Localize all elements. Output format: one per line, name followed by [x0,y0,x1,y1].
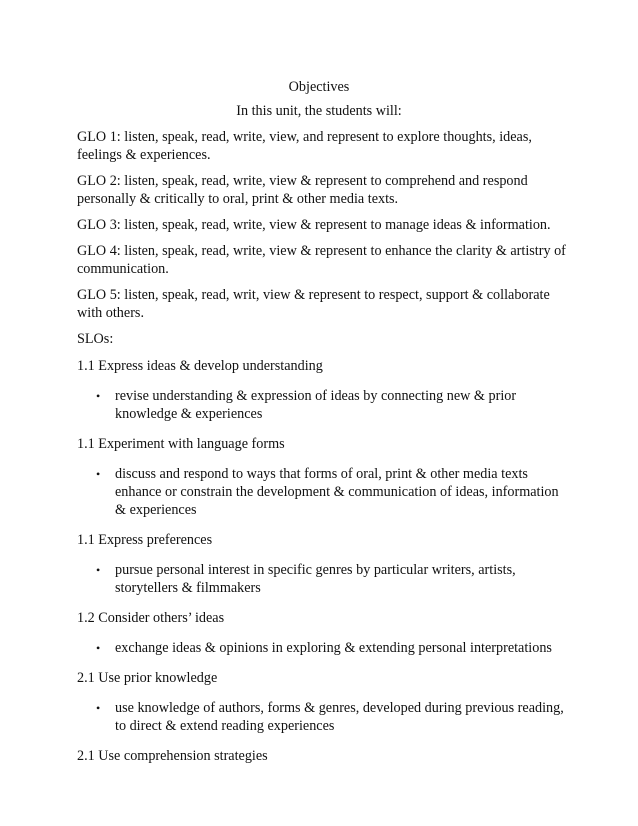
page-title: Objectives [288,79,350,95]
slo-heading-6: 2.1 Use comprehension strategies [77,748,268,764]
slo-list-2 [77,465,567,519]
intro-text: In this unit, the students will: [236,103,402,119]
list-item-text: revise understanding & expression of ideas by connecting new & prior knowledge & experiences [115,388,517,422]
slos-label: SLOs: [77,331,114,347]
bullet-icon: • [96,389,101,403]
bullet-icon: • [96,701,101,715]
list-item-text: discuss and respond to ways that forms of oral, print & other media texts enhance or constrain the development & communication of ideas, information & experiences [115,466,559,518]
slo-list-4 [77,639,567,657]
glo-5: GLO 5: listen, speak, read, writ, view & represent to respect, support & collaborate with others. [77,287,550,321]
glo-4: GLO 4: listen, speak, read, write, view & represent to enhance the clarity & artistry of communication. [77,243,566,277]
slo-heading-4: 1.2 Consider others’ ideas [77,610,225,626]
list-item-text: pursue personal interest in specific genres by particular writers, artists, storytellers & filmmakers [115,562,516,596]
list-item [77,561,567,597]
glo-3: GLO 3: listen, speak, read, write, view & represent to manage ideas & information. [77,217,551,233]
document-body [77,128,567,777]
list-item [77,639,567,657]
list-item-text: exchange ideas & opinions in exploring & extending personal interpretations [115,640,552,656]
glo-1: GLO 1: listen, speak, read, write, view, and represent to explore thoughts, ideas, feelings & experiences. [77,129,532,163]
slo-heading-5: 2.1 Use prior knowledge [77,670,218,686]
slo-list-1 [77,387,567,423]
slo-list-5 [77,699,567,735]
list-item [77,699,567,735]
list-item [77,465,567,519]
bullet-icon: • [96,641,101,655]
bullet-icon: • [96,563,101,577]
list-item-text: use knowledge of authors, forms & genres, developed during previous reading, to direct & extend reading experiences [115,700,564,734]
list-item [77,387,567,423]
slo-heading-1: 1.1 Express ideas & develop understanding [77,358,323,374]
slo-heading-2: 1.1 Experiment with language forms [77,436,285,452]
slo-heading-3: 1.1 Express preferences [77,532,213,548]
slo-list-3 [77,561,567,597]
glo-2: GLO 2: listen, speak, read, write, view & represent to comprehend and respond personally & critically to oral, print & other media texts. [77,173,528,207]
bullet-icon: • [96,467,101,481]
